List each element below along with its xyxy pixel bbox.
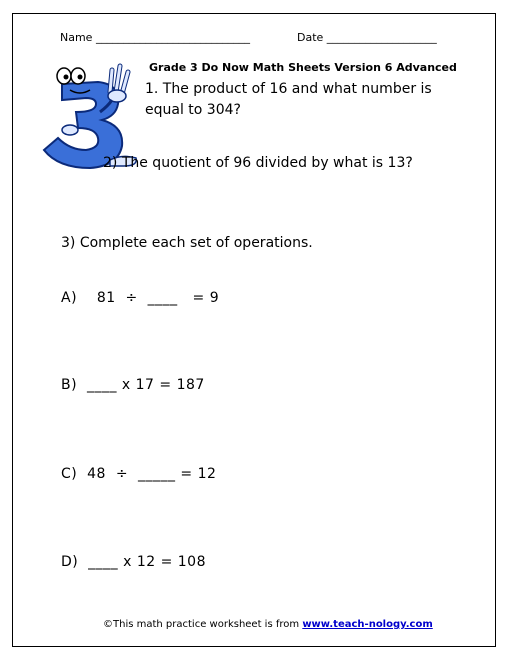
name-field-label: Name ____________________________ <box>60 31 250 44</box>
operation-a: A) 81 ÷ ____ = 9 <box>61 290 220 306</box>
footer-text: ©This math practice worksheet is from <box>103 619 303 630</box>
footer-link[interactable]: www.teach-nology.com <box>302 619 433 630</box>
question-2: 2) The quotient of 96 divided by what is 13? <box>103 155 413 171</box>
operation-b: B) ____ x 17 = 187 <box>61 377 205 393</box>
footer-credit <box>103 619 433 630</box>
question-1-line-2: equal to 304? <box>145 102 241 118</box>
operation-c: C) 48 ÷ _____ = 12 <box>61 466 217 482</box>
question-3: 3) Complete each set of operations. <box>61 235 313 251</box>
date-field-label: Date ____________________ <box>297 31 437 44</box>
question-1-line-1: 1. The product of 16 and what number is <box>145 81 432 97</box>
worksheet-title: Grade 3 Do Now Math Sheets Version 6 Advanced <box>149 61 457 74</box>
operation-d: D) ____ x 12 = 108 <box>61 554 206 570</box>
